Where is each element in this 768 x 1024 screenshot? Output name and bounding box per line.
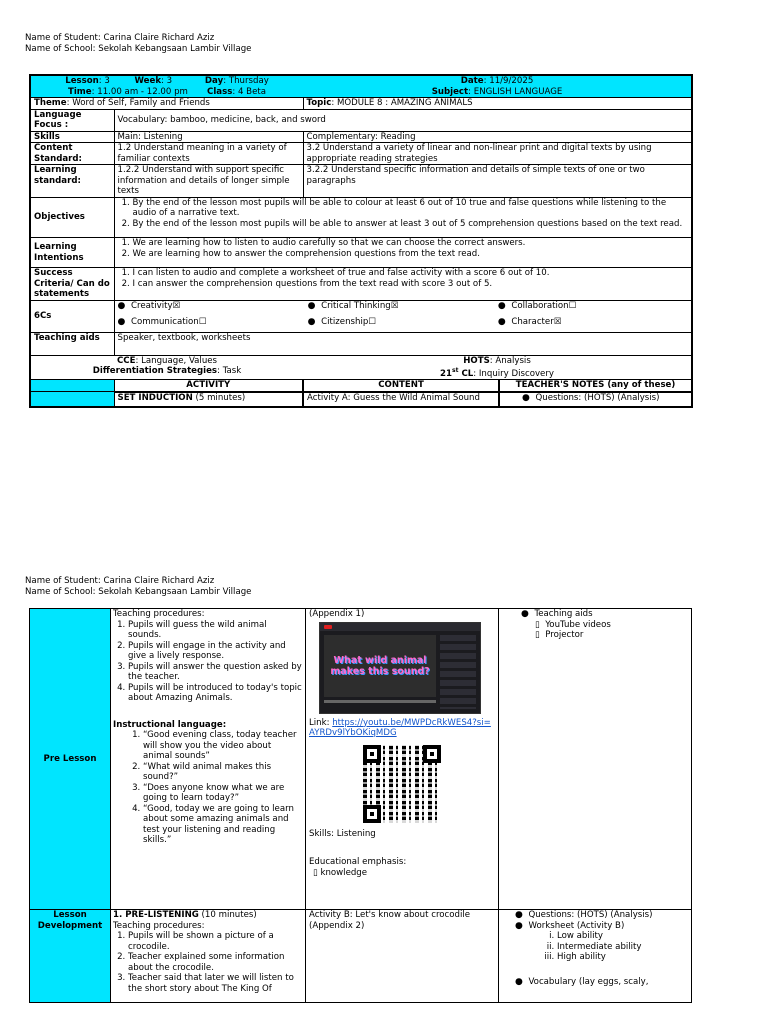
- cce-label: CCE: [116, 355, 136, 366]
- diff-row: [30, 366, 692, 380]
- link-label: Link:: [309, 717, 333, 728]
- learning-standard-a: 1.2.2 Understand with support specific information and details of longer simple texts: [114, 165, 303, 198]
- youtube-logo-icon: [324, 625, 332, 629]
- week-value: : 3: [161, 76, 173, 86]
- six-cs-item: Citizenship☐: [321, 317, 377, 327]
- language-item: 1. “Good evening class, today teacher will show you the video about animal sounds”: [143, 730, 302, 762]
- objective-item: 1. By the end of the lesson most pupils will be able to colour at least 6 out of 10 true and false questions while listening to the audio of a narrative text.: [133, 198, 689, 219]
- language-item: 3. “Does anyone know what we are going to learn today?”: [143, 783, 302, 804]
- bullet-icon: ●: [515, 910, 523, 920]
- success-item: 1. I can listen to audio and complete a worksheet of true and false activity with a score 6 out of 10.: [133, 268, 689, 279]
- emphasis-item: knowledge: [320, 867, 368, 878]
- intentions-row: [30, 238, 692, 268]
- skills-main: Main: Listening: [114, 131, 303, 143]
- language-item: 2. “What wild animal makes this sound?”: [143, 762, 302, 783]
- student-name: Name of Student: Carina Claire Richard Aziz: [25, 33, 215, 43]
- appendix-1: (Appendix 1): [309, 609, 365, 619]
- diff-value: : Task: [217, 366, 242, 376]
- set-induction-notes: Questions: (HOTS) (Analysis): [535, 392, 660, 403]
- success-criteria-row: [30, 268, 692, 301]
- teaching-aids-title: Teaching aids: [534, 609, 593, 619]
- theme-row: [30, 98, 692, 110]
- lesson-plan-table-p2: [29, 608, 692, 1003]
- ability-level: i. Low ability: [557, 931, 688, 942]
- class-value: : 4 Beta: [232, 86, 266, 97]
- six-cs-item: Critical Thinking☒: [321, 300, 399, 311]
- set-induction-label: SET INDUCTION: [117, 392, 193, 403]
- set-induction-content: Activity A: Guess the Wild Animal Sound: [303, 392, 499, 408]
- lesson-development-label: Lesson Development: [30, 910, 111, 1003]
- qr-code-icon: [363, 745, 441, 823]
- procedure-item: 1. Pupils will guess the wild animal sounds.: [128, 620, 302, 641]
- ability-level: iii. High ability: [557, 952, 688, 963]
- bullet-icon: ●: [515, 976, 523, 987]
- date-value: : 11/9/2025: [483, 76, 534, 86]
- video-thumbnail[interactable]: [319, 622, 481, 714]
- video-link[interactable]: https://youtu.be/MWPDcRkWES4?si=AYRDv9lYbOKiqMDG: [309, 717, 491, 738]
- six-cs-item: Collaboration☐: [511, 300, 577, 311]
- skills-row: [30, 131, 692, 143]
- pre-listening-duration: (10 minutes): [198, 910, 257, 920]
- objectives-row: [30, 197, 692, 238]
- language-focus-label: Language Focus :: [30, 109, 114, 131]
- success-criteria-label: Success Criteria/ Can do statements: [30, 268, 114, 301]
- teaching-aids-value: Speaker, textbook, worksheets: [114, 332, 692, 355]
- content-standard-a: 1.2 Understand meaning in a variety of familiar contexts: [114, 143, 303, 165]
- time-label: Time: [68, 86, 92, 97]
- bullet-icon: ●: [522, 392, 530, 403]
- theme-value: : Word of Self, Family and Friends: [66, 98, 210, 108]
- activity-b-content: Activity B: Let's know about crocodile (Appendix 2): [306, 910, 499, 1003]
- cl21-value: : Inquiry Discovery: [473, 368, 554, 379]
- content-standard-label: Content Standard:: [30, 143, 114, 165]
- procedure-item: 2. Teacher explained some information about the crocodile.: [128, 952, 302, 973]
- language-focus-row: [30, 109, 692, 131]
- student-name-p2: Name of Student: Carina Claire Richard Aziz: [25, 576, 215, 586]
- aid-item: YouTube videos: [545, 619, 611, 630]
- topic-value: : MODULE 8 : AMAZING ANIMALS: [331, 98, 473, 108]
- six-cs-row: [30, 300, 692, 332]
- day-value: : Thursday: [223, 76, 269, 86]
- column-header-row: [30, 380, 692, 392]
- bullet-icon: ●: [307, 317, 316, 327]
- content-standard-b: 3.2 Understand a variety of linear and non-linear print and digital texts by using appropriate reading strategies: [303, 143, 692, 165]
- lesson-plan-table: [29, 74, 693, 408]
- hots-label: HOTS: [463, 355, 490, 366]
- teaching-aids-label: Teaching aids: [30, 332, 114, 355]
- pre-listening-title: 1. PRE-LISTENING: [113, 910, 199, 920]
- skills-listening: Skills: Listening: [309, 828, 376, 839]
- subject-value: : ENGLISH LANGUAGE: [468, 86, 563, 97]
- pre-lesson-label: Pre Lesson: [30, 609, 111, 910]
- bullet-icon: ●: [307, 300, 316, 311]
- box-icon: ▯: [535, 619, 540, 630]
- diff-label: Differentiation Strategies: [92, 366, 218, 376]
- video-title: What wild animal makes this sound?: [330, 654, 430, 677]
- objective-item: 2. By the end of the lesson most pupils will be able to answer at least 3 out of 5 comprehension questions based on the text read.: [133, 219, 689, 230]
- notes-header: TEACHER'S NOTES (any of these): [499, 380, 692, 392]
- lesson-value: : 3: [98, 76, 110, 86]
- intention-item: 2. We are learning how to answer the comprehension questions from the text read.: [133, 249, 689, 260]
- ability-level: ii. Intermediate ability: [557, 942, 688, 953]
- cce-value: : Language, Values: [135, 355, 218, 366]
- intention-item: 1. We are learning how to listen to audio carefully so that we can choose the correct answers.: [133, 238, 689, 249]
- objectives-label: Objectives: [30, 197, 114, 238]
- success-item: 2. I can answer the comprehension questions from the text read with score 3 out of 5.: [133, 279, 689, 290]
- content-header: CONTENT: [303, 380, 499, 392]
- bullet-icon: ●: [497, 317, 506, 327]
- intentions-label: Learning Intentions: [30, 238, 114, 268]
- skills-complementary: Complementary: Reading: [303, 131, 692, 143]
- content-standard-row: [30, 143, 692, 165]
- bullet-icon: ●: [117, 300, 126, 311]
- lesson-info-row: [30, 75, 692, 98]
- subject-label: Subject: [431, 86, 469, 97]
- cl21-label: 21st CL: [440, 367, 474, 379]
- pre-lesson-row: [30, 609, 692, 910]
- lesson-label: Lesson: [65, 76, 99, 86]
- pre-lesson-proc-title: Teaching procedures:: [113, 609, 205, 619]
- dev-proc-title: Teaching procedures:: [113, 920, 205, 931]
- school-name-p2: Name of School: Sekolah Kebangsaan Lambir Village: [25, 587, 252, 597]
- bullet-icon: ●: [117, 317, 126, 327]
- learning-standard-row: [30, 165, 692, 198]
- hots-value: : Analysis: [489, 355, 531, 366]
- week-label: Week: [134, 76, 162, 86]
- procedure-item: 3. Pupils will answer the question asked by the teacher.: [128, 662, 302, 683]
- dev-note: Questions: (HOTS) (Analysis): [528, 910, 653, 920]
- box-icon: ▯: [535, 630, 540, 640]
- language-item: 4. “Good, today we are going to learn about some amazing animals and test your listening and reading skills.”: [143, 804, 302, 846]
- six-cs-item: Character☒: [511, 317, 562, 327]
- six-cs-item: Creativity☒: [130, 300, 181, 311]
- learning-standard-b: 3.2.2 Understand specific information and details of simple texts of one or two paragraphs: [303, 165, 692, 198]
- instructional-language-title: Instructional language:: [113, 719, 227, 730]
- skills-label: Skills: [30, 131, 114, 143]
- cce-row: [30, 355, 692, 366]
- procedure-item: 4. Pupils will be introduced to today's topic about Amazing Animals.: [128, 683, 302, 704]
- lesson-development-row: [30, 910, 692, 1003]
- class-label: Class: [207, 86, 233, 97]
- set-induction-duration: (5 minutes): [192, 392, 246, 403]
- procedure-item: 1. Pupils will be shown a picture of a crocodile.: [128, 931, 302, 952]
- set-induction-row: [30, 392, 692, 408]
- school-name: Name of School: Sekolah Kebangsaan Lambir Village: [25, 44, 252, 54]
- six-cs-label: 6Cs: [30, 300, 114, 332]
- date-label: Date: [460, 76, 484, 86]
- vocab-note: Vocabulary (lay eggs, scaly,: [528, 976, 649, 987]
- aid-item: Projector: [545, 630, 584, 640]
- educational-emphasis: Educational emphasis:: [309, 857, 407, 867]
- theme-label: Theme: [34, 98, 67, 108]
- activity-header: ACTIVITY: [114, 380, 303, 392]
- bullet-icon: ●: [515, 920, 523, 931]
- dev-note: Worksheet (Activity B): [528, 920, 625, 931]
- procedure-item: 2. Pupils will engage in the activity and give a lively response.: [128, 641, 302, 662]
- day-label: Day: [204, 76, 224, 86]
- bullet-icon: ●: [521, 609, 529, 619]
- time-value: : 11.00 am - 12.00 pm: [91, 86, 188, 97]
- procedure-item: 3. Teacher said that later we will listen to the short story about The King Of: [128, 973, 302, 994]
- six-cs-item: Communication☐: [130, 317, 207, 327]
- learning-standard-label: Learning standard:: [30, 165, 114, 198]
- bullet-icon: ●: [497, 300, 506, 311]
- box-icon: ▯: [313, 867, 318, 878]
- language-focus-value: Vocabulary: bamboo, medicine, back, and sword: [114, 109, 692, 131]
- topic-label: Topic: [306, 98, 332, 108]
- teaching-aids-row: [30, 332, 692, 355]
